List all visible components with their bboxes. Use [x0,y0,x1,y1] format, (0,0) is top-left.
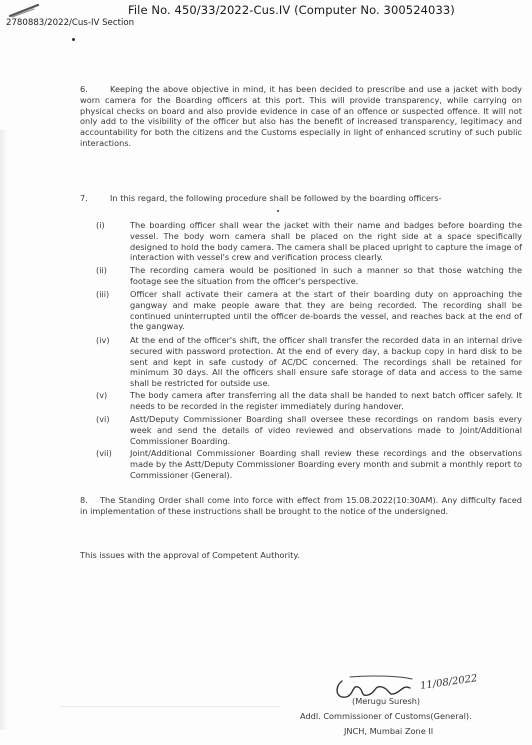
signature-date: 11/08/2022 [419,673,479,692]
scan-shadow [0,130,8,730]
item-number: (vi) [96,414,110,424]
signatory-name: (Merugu Suresh) [352,696,421,706]
signatory-designation: Addl. Commissioner of Customs(General). [300,711,472,721]
item-text: Joint/Additional Commissioner Boarding shall review these recordings and the observations made by the Astt/Deputy Commissioner Boarding every month and submit a monthly report to Commissioner (General). [130,448,522,480]
item-number: (i) [96,220,105,230]
signatory-place: JNCH, Mumbai Zone II [344,726,434,736]
item-number: (iii) [96,289,110,299]
item-number: (vii) [96,448,112,458]
pen-icon [8,2,42,18]
item-number: (v) [96,390,108,400]
item-text: Astt/Deputy Commissioner Boarding shall oversee these recordings on random basis every week and send the details of video reviewed and observations made to Joint/Additional Commissioner Boarding. [130,414,522,446]
scan-line [60,706,280,707]
approval-line: This issues with the approval of Competent Authority. [80,550,300,560]
paragraph-7 [80,193,522,204]
item-number: (ii) [96,265,107,275]
item-text: At the end of the officer's shift, the officer shall transfer the recorded data in an internal drive secured with password protection. At the end of every day, a backup copy in hard disk to be sent and kept in safe custody of AC/DC concerned. The recordings shall be retained for minimum 30 days. All the officers shall ensure safe storage of data and access to the same shall be restricted for outside use. [130,335,522,389]
paragraph-8 [80,495,522,517]
paragraph-6 [80,84,522,149]
scan-speck [72,38,75,41]
paragraph-number: 7. [80,193,88,203]
item-text: The boarding officer shall wear the jacket with their name and badges before boarding the vessel. The body worn camera shall be placed on the right side at a space specifically designed to hold the body camera. The camera shall be placed upright to capture the image of interaction with vessel's crew and verification process clearly. [130,220,522,263]
item-text: Officer shall activate their camera at the start of their boarding duty on approaching the gangway and make people aware that they are being recorded. The recording shall be continued uninterrupted until the officer de-boards the vessel, and reaches back at the end of the gangway. [130,289,522,332]
item-number: (iv) [96,335,110,345]
paragraph-number: 6. [80,84,88,94]
paragraph-text: Keeping the above objective in mind, it has been decided to prescribe and use a jacket with body worn camera for the Boarding officers at this port. This will provide transparency, while carrying on physical checks on board and also provide evidence in case of an offence or suspected offence. It will not only add to the visibility of the officer but also has the benefit of increased transparency, legitimacy and accountability for both the citizens and the Customs especially in light of enhanced scrutiny of such public interactions. [80,84,522,148]
scan-speck [277,210,279,212]
file-number-header: File No. 450/33/2022-Cus.IV (Computer No. 300524033) [128,3,455,17]
paragraph-text: The Standing Order shall come into force with effect from 15.08.2022(10:30AM). Any difficulty faced in implementation of these instructions shall be brought to the notice of the undersigned. [80,495,522,516]
item-text: The recording camera would be positioned in such a manner so that those watching the footage see the situation from the officer's perspective. [130,265,522,286]
reference-number: 2780883/2022/Cus-IV Section [6,18,135,28]
item-text: The body camera after transferring all the data shall be handed to next batch officer safely. It needs to be recorded in the register immediately during handover. [130,390,522,411]
paragraph-number: 8. [80,495,88,505]
paragraph-text: In this regard, the following procedure shall be followed by the boarding officers- [110,193,442,203]
